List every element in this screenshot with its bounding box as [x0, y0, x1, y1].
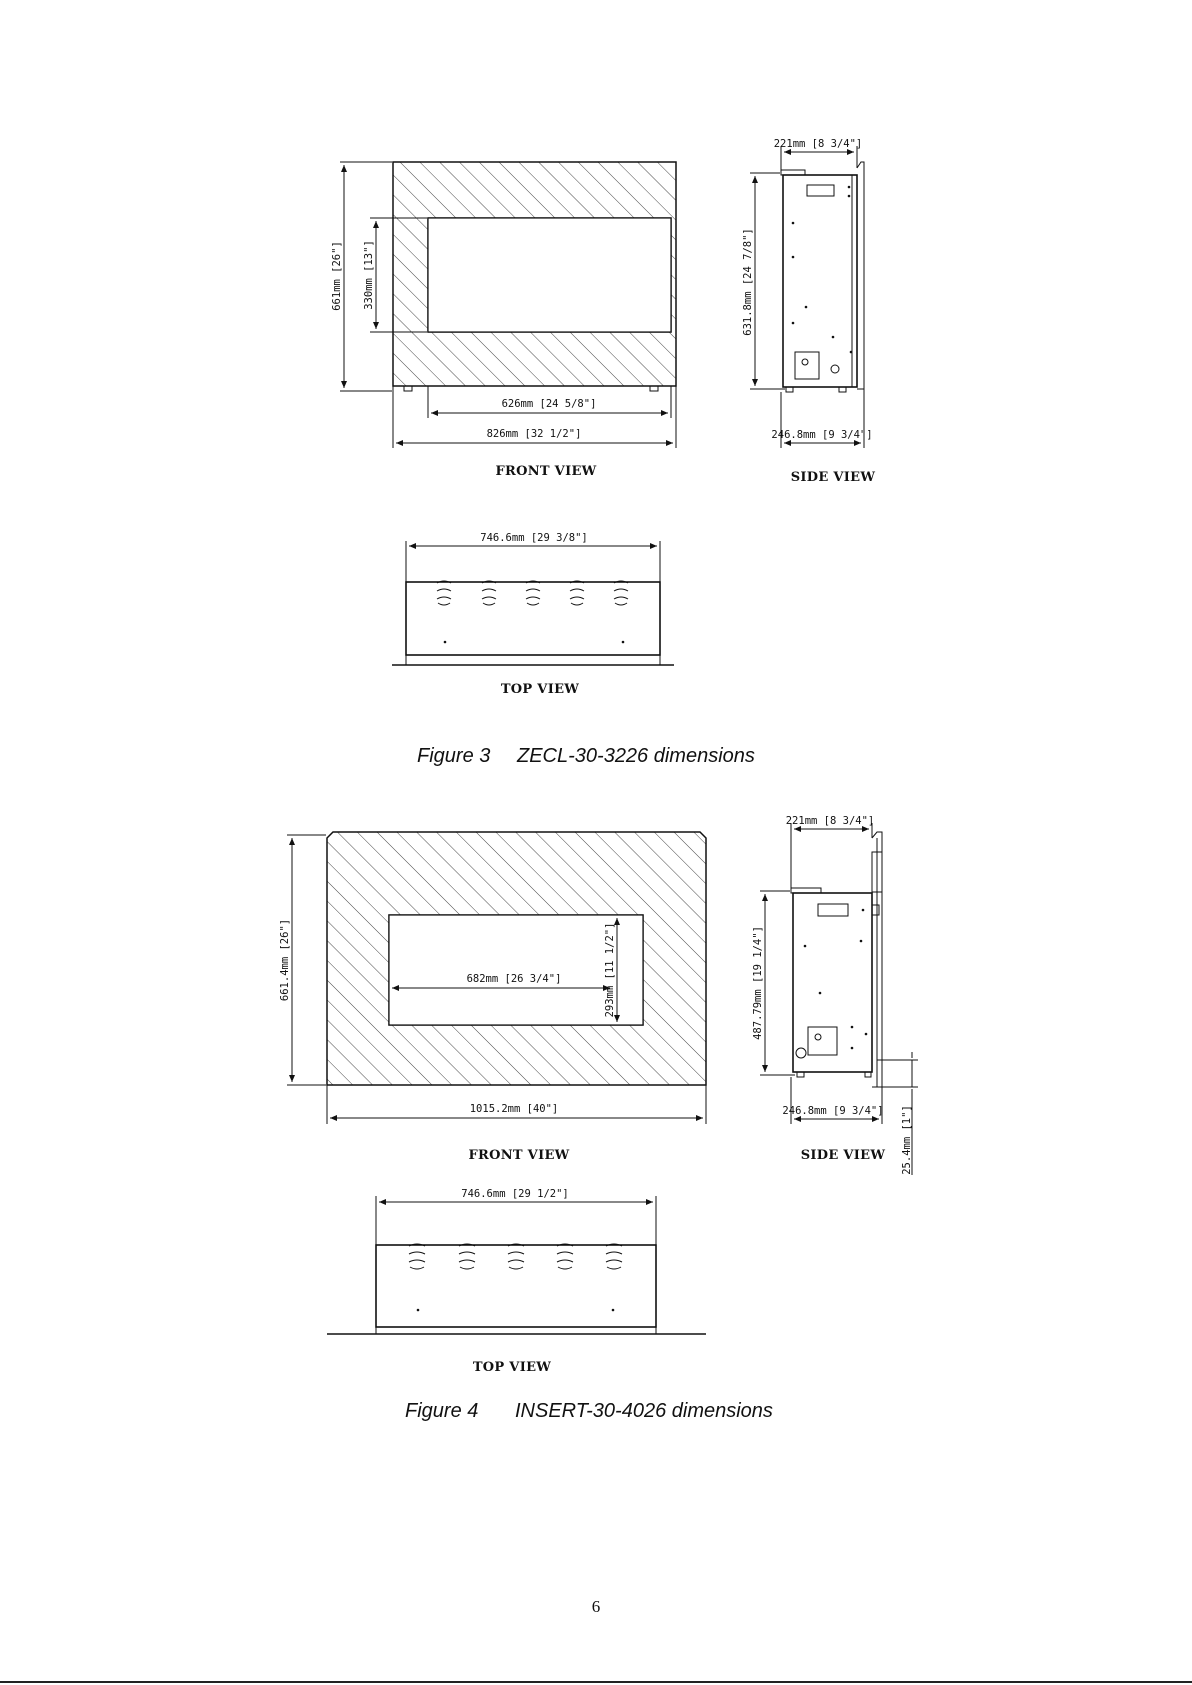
fig3-side-width-top: 221mm [8 3/4"]	[773, 138, 863, 150]
figure3-side-view	[742, 138, 875, 485]
figure4-caption	[405, 1400, 773, 1423]
fig3-front-height-opening: 330mm [13"]	[363, 240, 375, 310]
fig3-front-view-label: FRONT VIEW	[495, 464, 597, 479]
fig4-side-width-bottom: 246.8mm [9 3/4"]	[782, 1105, 884, 1117]
fig4-side-view-label: SIDE VIEW	[800, 1148, 886, 1163]
fig3-side-height: 631.8mm [24 7/8"]	[742, 228, 754, 336]
fig4-side-height: 487.79mm [19 1/4"]	[752, 926, 764, 1040]
fig3-side-width-bottom: 246.8mm [9 3/4"]	[771, 429, 873, 441]
figure3-caption-text: ZECL-30-3226 dimensions	[517, 745, 755, 767]
fig4-side-width-top: 221mm [8 3/4"]	[785, 815, 875, 827]
fig4-top-view-label: TOP VIEW	[472, 1360, 552, 1375]
figure4-side-view	[752, 815, 918, 1175]
page-number: 6	[591, 1597, 601, 1616]
fig4-top-width: 746.6mm [29 1/2"]	[461, 1188, 569, 1200]
fig4-front-height-opening: 293mm [11 1/2"]	[604, 922, 616, 1018]
fig4-front-width-opening: 682mm [26 3/4"]	[466, 973, 562, 985]
fig3-side-view-label: SIDE VIEW	[790, 470, 876, 485]
footer-rule	[0, 1681, 1192, 1683]
fig4-front-height-outer: 661.4mm [26"]	[279, 918, 291, 1002]
fig3-front-width-opening: 626mm [24 5/8"]	[501, 398, 597, 410]
fig4-front-view-label: FRONT VIEW	[468, 1148, 570, 1163]
fig4-side-offset: 25.4mm [1"]	[901, 1105, 913, 1175]
figure3-caption-number: Figure 3	[417, 745, 491, 767]
figure3-front-view	[331, 162, 676, 479]
fig3-top-view-label: TOP VIEW	[500, 682, 580, 697]
figure4-caption-text: INSERT-30-4026 dimensions	[515, 1400, 773, 1422]
fig4-front-width-outer: 1015.2mm [40"]	[469, 1103, 559, 1115]
figure4-top-view	[327, 1188, 706, 1375]
figure3-top-view	[392, 532, 674, 697]
figure4-caption-number: Figure 4	[405, 1400, 479, 1422]
fig3-front-height-outer: 661mm [26"]	[331, 241, 343, 311]
figure4-front-view	[279, 832, 706, 1163]
fig3-top-width: 746.6mm [29 3/8"]	[480, 532, 588, 544]
fig3-front-width-outer: 826mm [32 1/2"]	[486, 428, 582, 440]
figure3-caption	[417, 745, 755, 768]
